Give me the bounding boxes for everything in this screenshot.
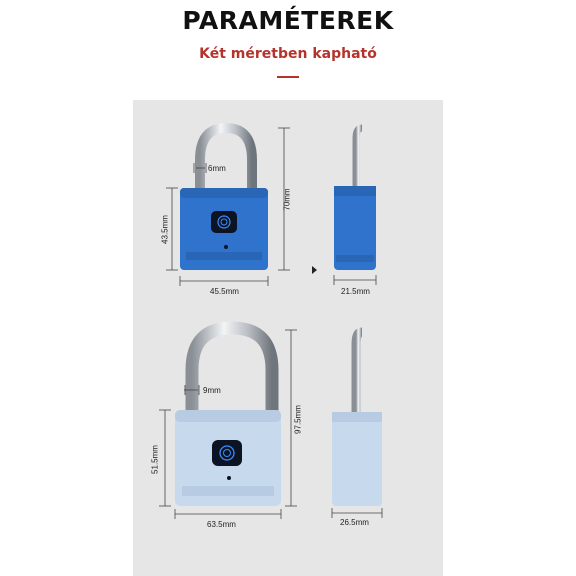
small-lock-side-dim: [334, 275, 376, 285]
large-lock-side-body: [332, 412, 382, 506]
large-shackle-dim-label: 9mm: [203, 386, 221, 395]
large-lock-shackle: [192, 328, 272, 412]
small-lock-front: [180, 128, 268, 270]
large-width-dim-label: 63.5mm: [207, 520, 236, 529]
small-lock-led: [224, 245, 228, 249]
small-height-dim-label: 70mm: [282, 188, 292, 211]
small-width-dim-label: 45.5mm: [210, 287, 239, 296]
page-subtitle: Két méretben kapható: [199, 46, 377, 62]
small-lock-side: [334, 128, 376, 270]
large-body-height-dim-label: 51.5mm: [150, 445, 160, 474]
large-lock-side-dim: [332, 508, 382, 518]
small-body-height-dim-label: 43.5mm: [160, 215, 170, 244]
page-title: PARAMÉTEREK: [182, 6, 394, 35]
large-depth-dim-label: 26.5mm: [340, 518, 369, 527]
small-lock-shackle: [200, 128, 252, 190]
small-lock-side-shackle: [356, 128, 362, 188]
marker-triangle: [312, 266, 317, 274]
large-lock-front: [175, 328, 281, 506]
large-lock-fingerprint-sensor: [212, 440, 242, 466]
large-lock-side: [332, 332, 382, 506]
small-shackle-dim-label: 6mm: [208, 164, 226, 173]
large-height-dim-label: 97.5mm: [293, 405, 303, 434]
large-lock-side-shackle: [356, 332, 362, 414]
small-lock-fingerprint-sensor: [211, 211, 237, 233]
large-lock-led: [227, 476, 231, 480]
small-depth-dim-label: 21.5mm: [341, 287, 370, 296]
